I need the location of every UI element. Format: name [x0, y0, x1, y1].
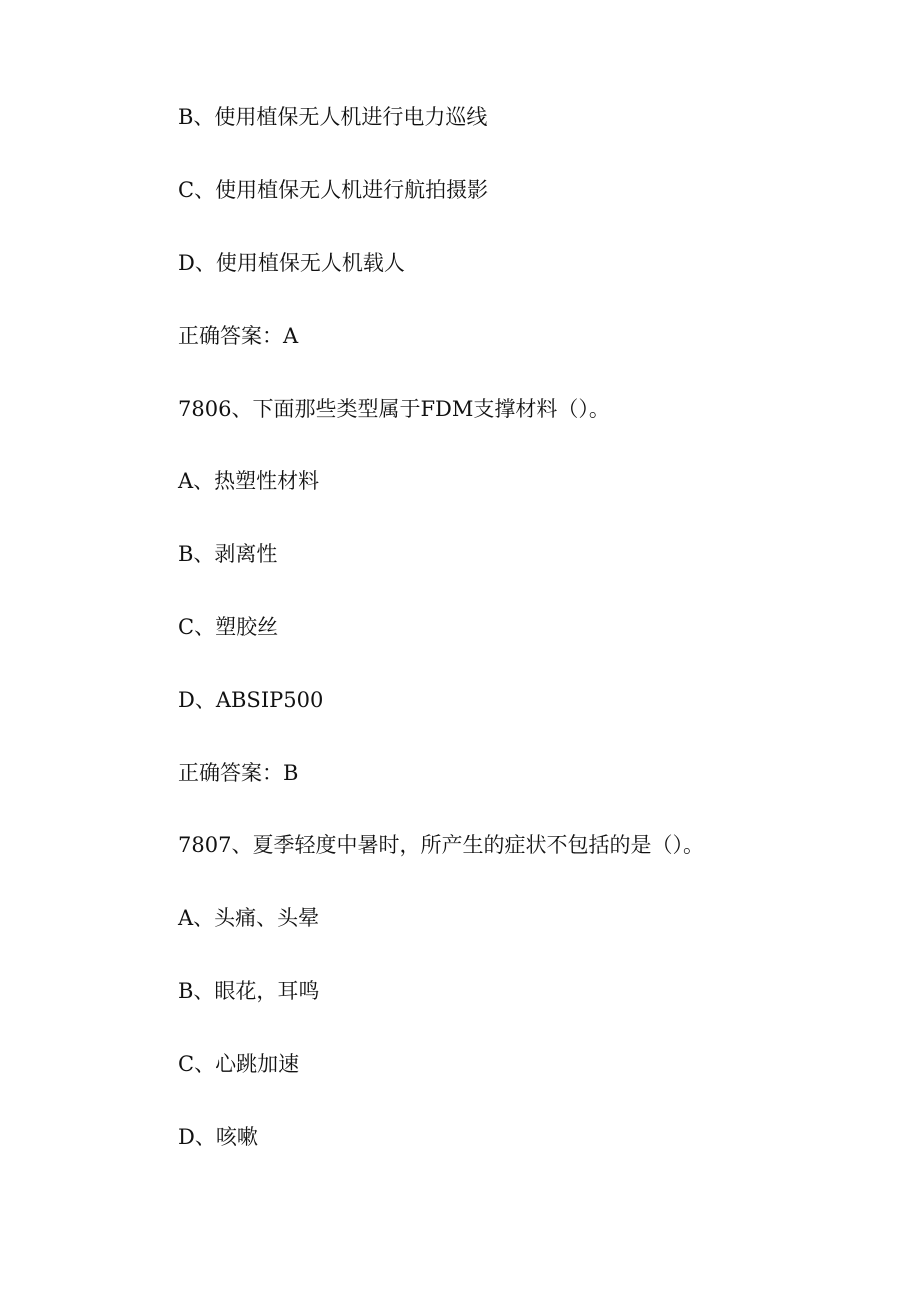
q7807-option-b: B、眼花，耳鸣	[178, 979, 320, 1003]
q7807-question: 7807、夏季轻度中暑时，所产生的症状不包括的是（）。	[178, 833, 704, 857]
q7805-option-d: D、使用植保无人机载人	[178, 251, 405, 275]
q7807-option-c: C、心跳加速	[178, 1052, 300, 1076]
q7805-answer: 正确答案：A	[178, 324, 299, 348]
q7806-question: 7806、下面那些类型属于FDM支撑材料（）。	[178, 397, 610, 421]
q7806-option-b: B、剥离性	[178, 542, 278, 566]
q7805-option-c: C、使用植保无人机进行航拍摄影	[178, 178, 489, 202]
q7806-option-c: C、塑胶丝	[178, 615, 279, 639]
q7807-option-a: A、头痛、头晕	[178, 906, 320, 930]
q7806-answer: 正确答案：B	[178, 761, 299, 785]
q7806-option-d: D、ABSIP500	[178, 688, 324, 712]
q7805-option-b: B、使用植保无人机进行电力巡线	[178, 105, 488, 129]
q7806-option-a: A、热塑性材料	[178, 469, 320, 493]
q7807-option-d: D、咳嗽	[178, 1125, 258, 1149]
